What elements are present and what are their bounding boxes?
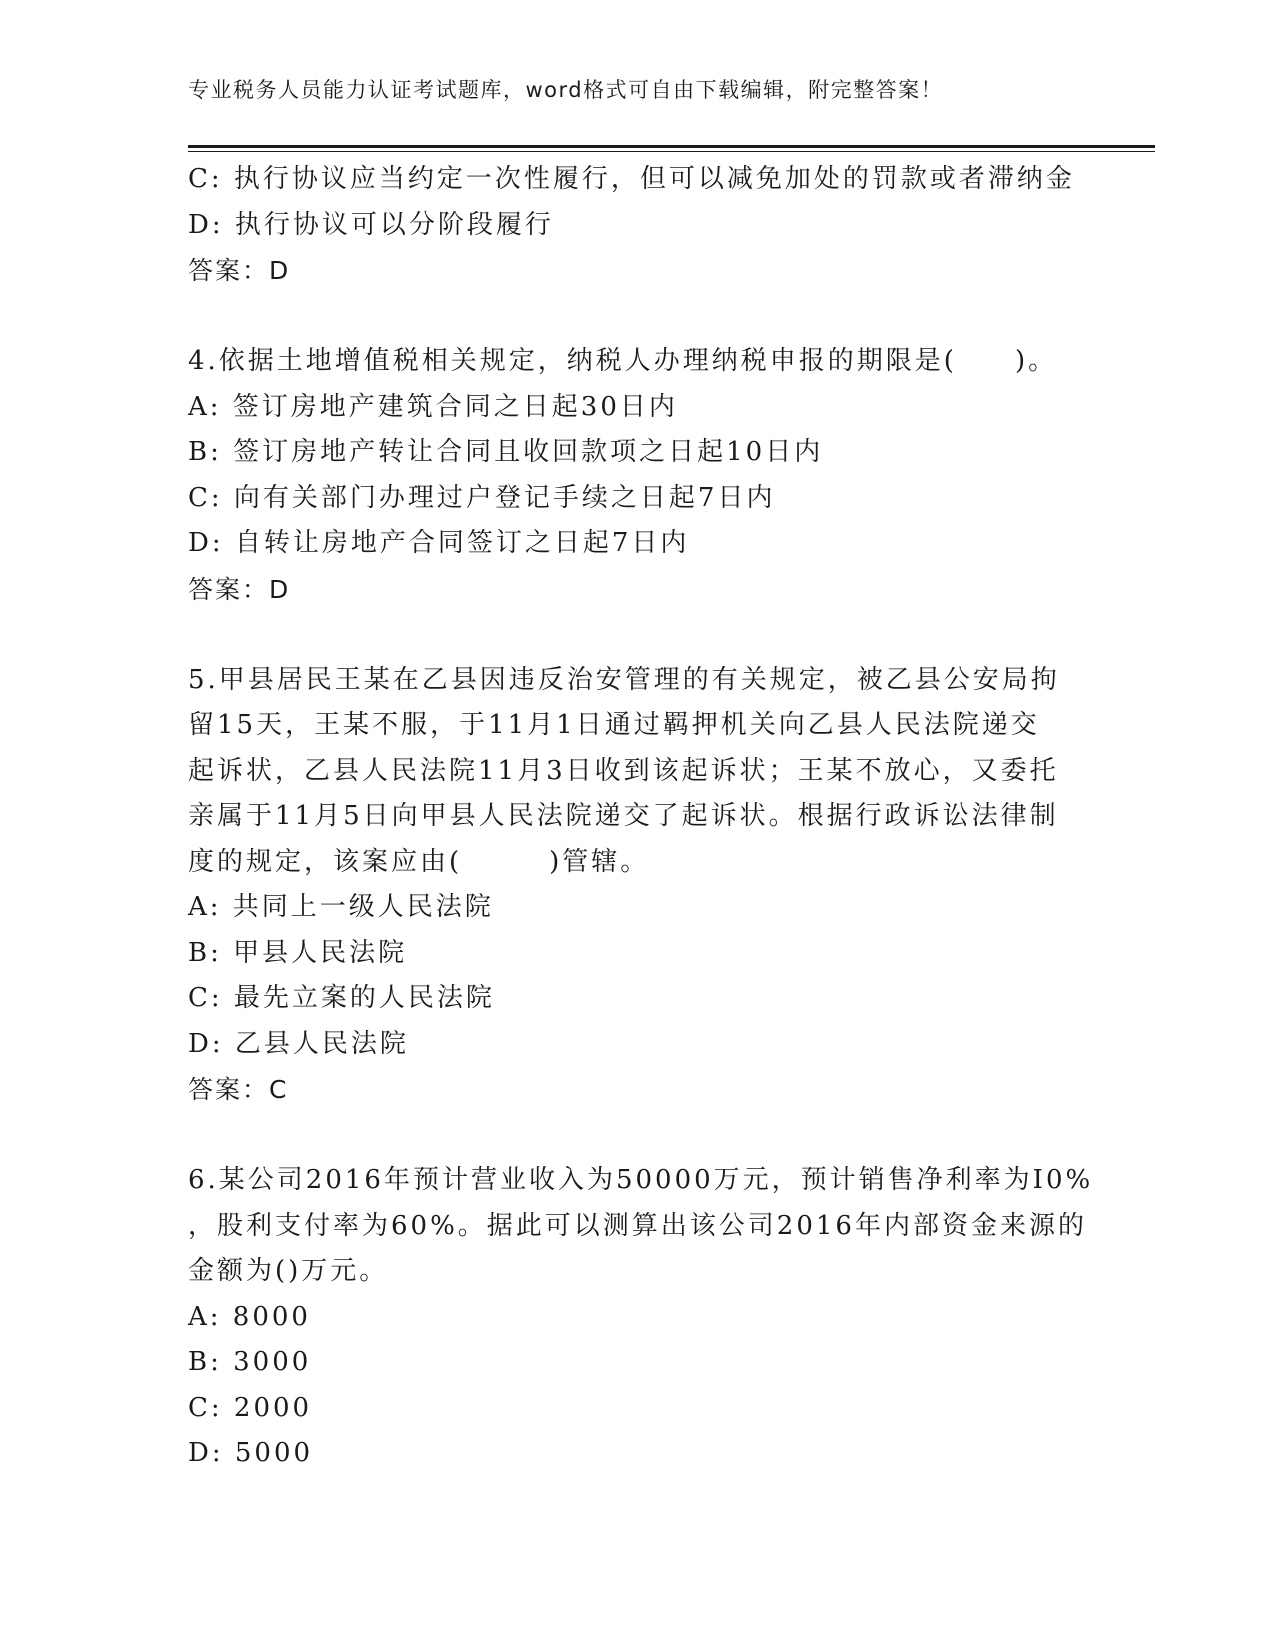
question-stem-line: 留15天，王某不服，于11月1日通过羁押机关向乙县人民法院递交 xyxy=(188,710,1040,740)
question-list xyxy=(188,157,1094,1477)
answer: 答案：C xyxy=(188,1075,289,1104)
question-6 xyxy=(188,1158,1094,1477)
spacer xyxy=(188,1113,1088,1159)
option-d: D: 自转让房地产合同签订之日起7日内 xyxy=(188,528,690,558)
question-stem-line: 金额为()万元。 xyxy=(188,1256,389,1286)
option-c: C: 2000 xyxy=(188,1392,313,1423)
page-header: 专业税务人员能力认证考试题库，word格式可自由下载编辑，附完整答案！ xyxy=(188,78,944,102)
option-c: C: 向有关部门办理过户登记手续之日起7日内 xyxy=(188,482,776,513)
question-4 xyxy=(188,339,1088,612)
option-d: D: 乙县人民法院 xyxy=(188,1028,409,1059)
option-d: D: 执行协议可以分阶段履行 xyxy=(188,209,554,240)
option-c: C: 执行协议应当约定一次性履行，但可以减免加处的罚款或者滞纳金 xyxy=(188,164,1075,194)
header-rule-thin xyxy=(188,151,1155,152)
spacer xyxy=(188,612,1088,658)
answer: 答案：D xyxy=(188,256,291,285)
option-a: A: 签订房地产建筑合同之日起30日内 xyxy=(188,391,678,422)
option-a: A: 共同上一级人民法院 xyxy=(188,892,494,922)
spacer xyxy=(188,294,1088,340)
option-b: B: 3000 xyxy=(188,1347,312,1377)
question-stem-line: 6.某公司2016年预计营业收入为50000万元，预计销售净利率为I0% xyxy=(188,1165,1094,1195)
header-rule-thick xyxy=(188,145,1155,148)
question-stem-line: 起诉状，乙县人民法院11月3日收到该起诉状；王某不放心，又委托 xyxy=(188,755,1059,786)
question-5 xyxy=(188,658,1088,1113)
question-stem-line: 亲属于11月5日向甲县人民法院递交了起诉状。根据行政诉讼法律制 xyxy=(188,801,1059,831)
question-stem-line: ，股利支付率为60%。据此可以测算出该公司2016年内部资金来源的 xyxy=(188,1210,1087,1241)
option-b: B: 签订房地产转让合同且收回款项之日起10日内 xyxy=(188,437,824,467)
option-c: C: 最先立案的人民法院 xyxy=(188,983,495,1013)
question-stem-line: 度的规定，该案应由( )管辖。 xyxy=(188,846,650,877)
option-a: A: 8000 xyxy=(188,1301,311,1332)
question-stem-line: 5.甲县居民王某在乙县因违反治安管理的有关规定，被乙县公安局拘 xyxy=(188,664,1060,695)
question-stem: 4.依据土地增值税相关规定，纳税人办理纳税申报的期限是( )。 xyxy=(188,346,1058,376)
carryover-question xyxy=(188,157,1088,294)
answer: 答案：D xyxy=(188,574,291,604)
option-b: B: 甲县人民法院 xyxy=(188,937,408,968)
option-d: D: 5000 xyxy=(188,1438,314,1468)
